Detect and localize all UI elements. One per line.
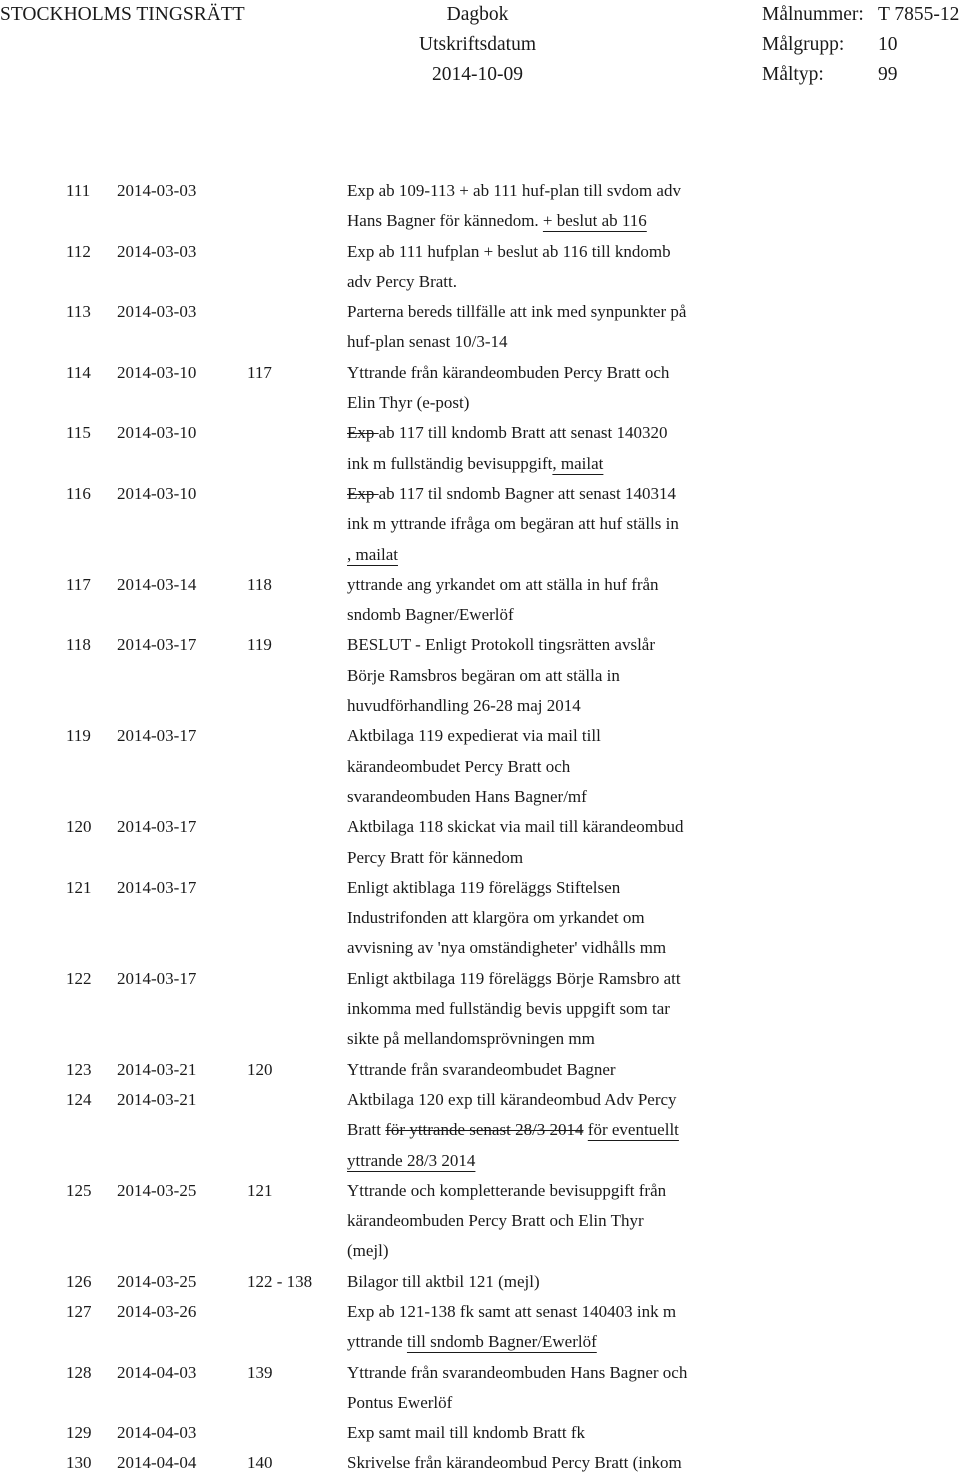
text-segment: kärandeombuden Percy Bratt och Elin Thyr (347, 1211, 644, 1231)
entry-date: 2014-04-03 (117, 1362, 197, 1382)
text-segment: Elin Thyr (e-post) (347, 393, 470, 413)
entry-date: 2014-03-10 (117, 483, 197, 503)
entry-text-line (347, 933, 666, 963)
entry-text-line (347, 267, 671, 297)
entry-number: 116 (66, 483, 91, 503)
entry-text (347, 1176, 666, 1267)
text-segment: Industrifonden att klargöra om yrkandet om (347, 908, 645, 928)
journal-entry-row (0, 812, 960, 873)
text-segment: inkomma med fullständig bevis uppgift som tar (347, 999, 670, 1019)
entry-date: 2014-03-21 (117, 1059, 197, 1079)
journal-entry-row (0, 1055, 960, 1085)
text-segment: svarandeombuden Hans Bagner/mf (347, 786, 587, 806)
entry-number: 117 (66, 574, 91, 594)
print-date-label: Utskriftsdatum (419, 34, 536, 55)
journal-entry-row (0, 1358, 960, 1419)
entry-text-line (347, 721, 601, 751)
journal-entry-row (0, 358, 960, 419)
entry-text-line (347, 509, 679, 539)
entry-text (347, 1085, 679, 1176)
entry-text-line (347, 1327, 676, 1357)
entry-number: 114 (66, 362, 91, 382)
text-segment: adv Percy Bratt. (347, 271, 457, 291)
entry-text (347, 418, 667, 479)
journal-entry-row (0, 1448, 960, 1478)
court-name: STOCKHOLMS TINGSRÄTT (0, 4, 245, 25)
entry-text (347, 1297, 676, 1358)
entry-text (347, 297, 686, 358)
entry-date: 2014-03-14 (117, 574, 197, 594)
entry-number: 130 (66, 1453, 92, 1473)
entry-date: 2014-03-25 (117, 1180, 197, 1200)
entry-number: 122 (66, 968, 92, 988)
entry-date: 2014-04-03 (117, 1423, 197, 1443)
text-segment: Yttrande och kompletterande bevisuppgift från (347, 1180, 667, 1200)
case-group-label: Målgrupp: (762, 34, 845, 55)
journal-entry-row (0, 1176, 960, 1267)
entry-text (347, 570, 659, 631)
text-segment: Exp ab 111 hufplan + beslut ab 116 till kndomb (347, 241, 671, 261)
entry-text (347, 812, 683, 873)
text-segment: Yttrande från svarandeombuden Hans Bagner och (347, 1362, 688, 1382)
text-segment: huf-plan senast 10/3-14 (347, 332, 508, 352)
text-segment: Enligt aktiblaga 119 föreläggs Stiftelsen (347, 877, 621, 897)
entry-text (347, 176, 681, 237)
entry-number: 113 (66, 302, 91, 322)
text-segment: Hans Bagner för kännedom. (347, 211, 543, 231)
entry-text (347, 964, 681, 1055)
entry-text-line (347, 964, 681, 994)
entry-number: 118 (66, 635, 91, 655)
entry-number: 120 (66, 817, 92, 837)
entry-aktbilaga: 120 (247, 1059, 273, 1079)
entry-date: 2014-03-03 (117, 241, 197, 261)
text-segment: Exp samt mail till kndomb Bratt fk (347, 1423, 585, 1443)
entry-text-line (347, 600, 659, 630)
entry-text-line (347, 1176, 666, 1206)
entry-aktbilaga: 139 (247, 1362, 273, 1382)
text-segment: Percy Bratt för kännedom (347, 847, 524, 867)
journal-entry-row (0, 479, 960, 570)
entry-text-line (347, 994, 681, 1024)
entry-text (347, 1055, 616, 1085)
text-segment: (mejl) (347, 1241, 389, 1261)
entry-text-line (347, 843, 683, 873)
text-segment: sikte på mellandomsprövningen mm (347, 1029, 595, 1049)
entry-text-line (347, 752, 601, 782)
entry-number: 128 (66, 1362, 92, 1382)
case-number-label: Målnummer: (762, 4, 864, 25)
text-segment: Aktbilaga 119 expedierat via mail till (347, 726, 601, 746)
underlined-text: , mailat (552, 453, 604, 473)
text-segment: kärandeombudet Percy Bratt och (347, 756, 571, 776)
entry-text-line (347, 903, 666, 933)
entry-date: 2014-03-26 (117, 1301, 197, 1321)
entry-aktbilaga: 122 - 138 (247, 1271, 313, 1291)
entry-aktbilaga: 140 (247, 1453, 273, 1473)
entry-text-line (347, 479, 679, 509)
text-segment: Aktbilaga 118 skickat via mail till kärandeombud (347, 817, 684, 837)
entry-number: 126 (66, 1271, 92, 1291)
underlined-text: , mailat (347, 544, 398, 564)
text-segment: ink m fullständig bevisuppgift (347, 453, 553, 473)
entry-date: 2014-03-17 (117, 968, 197, 988)
underlined-text: för eventuellt (587, 1120, 679, 1140)
entry-date: 2014-03-10 (117, 362, 197, 382)
journal-entry-row (0, 873, 960, 964)
entry-text-line (347, 297, 686, 327)
entry-date: 2014-03-10 (117, 423, 197, 443)
journal-entry-row (0, 1085, 960, 1176)
journal-entry-row (0, 1297, 960, 1358)
journal-entry-row (0, 418, 960, 479)
journal-entry-row (0, 964, 960, 1055)
entry-aktbilaga: 121 (247, 1180, 273, 1200)
entry-text-line (347, 540, 679, 570)
underlined-text: + beslut ab 116 (542, 211, 647, 231)
entry-text-line (347, 1024, 681, 1054)
entry-text-line (347, 358, 669, 388)
text-segment: ink m yttrande ifråga om begäran att huf ställs in (347, 514, 679, 534)
case-group: 10 (878, 34, 898, 55)
entry-date: 2014-04-04 (117, 1453, 197, 1473)
entry-number: 121 (66, 877, 92, 897)
entry-text-line (347, 1358, 687, 1388)
entry-date: 2014-03-21 (117, 1089, 197, 1109)
case-number: T 7855-12 (878, 4, 960, 25)
text-segment: Yttrande från svarandeombudet Bagner (347, 1059, 616, 1079)
entry-text-line (347, 449, 667, 479)
text-segment: avvisning av 'nya omständigheter' vidhålls mm (347, 938, 667, 958)
case-type-label: Måltyp: (762, 64, 824, 85)
entry-text-line (347, 782, 601, 812)
struck-text: Exp (347, 483, 379, 503)
entry-text-line (347, 1267, 540, 1297)
entry-date: 2014-03-03 (117, 302, 197, 322)
text-segment: Enligt aktbilaga 119 föreläggs Börje Ramsbro att (347, 968, 681, 988)
entry-text (347, 721, 601, 812)
text-segment: ab 117 till kndomb Bratt att senast 140320 (378, 423, 668, 443)
entry-text (347, 630, 655, 721)
entry-number: 123 (66, 1059, 92, 1079)
entry-text-line (347, 1297, 676, 1327)
underlined-text: yttrande 28/3 2014 (347, 1150, 476, 1170)
entry-text-line (347, 237, 671, 267)
entry-date: 2014-03-17 (117, 635, 197, 655)
entry-aktbilaga: 119 (247, 635, 272, 655)
entry-text-line (347, 1418, 585, 1448)
entry-number: 119 (66, 726, 91, 746)
entry-text-line (347, 327, 686, 357)
journal-entry-row (0, 176, 960, 237)
entry-text (347, 358, 669, 419)
journal-entry-row (0, 1418, 960, 1448)
text-segment: BESLUT - Enligt Protokoll tingsrätten avslår (347, 635, 656, 655)
entry-text-line (347, 1448, 682, 1478)
struck-text: Exp (347, 423, 379, 443)
text-segment: huvudförhandling 26-28 maj 2014 (347, 696, 581, 716)
entry-text-line (347, 1085, 679, 1115)
entry-text-line (347, 1388, 687, 1418)
entry-text-line (347, 1055, 616, 1085)
text-segment: Bratt (347, 1120, 386, 1140)
entry-text-line (347, 1146, 679, 1176)
case-type: 99 (878, 64, 898, 85)
journal-entries (0, 176, 960, 1479)
entry-number: 129 (66, 1423, 92, 1443)
entry-text (347, 237, 671, 298)
entry-text-line (347, 873, 666, 903)
entry-text-line (347, 630, 655, 660)
text-segment: sndomb Bagner/Ewerlöf (347, 605, 514, 625)
entry-aktbilaga: 118 (247, 574, 272, 594)
text-segment: yttrande (347, 1332, 407, 1352)
entry-date: 2014-03-25 (117, 1271, 197, 1291)
entry-number: 124 (66, 1089, 92, 1109)
entry-number: 115 (66, 423, 91, 443)
entry-text-line (347, 418, 667, 448)
entry-number: 112 (66, 241, 91, 261)
entry-text-line (347, 206, 681, 236)
entry-text-line (347, 388, 669, 418)
text-segment: Yttrande från kärandeombuden Percy Bratt och (347, 362, 670, 382)
document-title: Dagbok (446, 4, 509, 25)
text-segment: ab 117 til sndomb Bagner att senast 140314 (378, 483, 676, 503)
print-date: 2014-10-09 (432, 64, 523, 85)
journal-entry-row (0, 297, 960, 358)
text-segment: yttrande ang yrkandet om att ställa in huf från (347, 574, 659, 594)
entry-text (347, 1448, 682, 1478)
entry-text-line (347, 1115, 679, 1145)
text-segment: Exp ab 121-138 fk samt att senast 140403 ink m (347, 1301, 677, 1321)
underlined-text: till sndomb Bagner/Ewerlöf (406, 1332, 597, 1352)
entry-number: 111 (66, 181, 91, 200)
entry-text (347, 873, 666, 964)
text-segment: Exp ab 109-113 + ab 111 huf-plan till svdom adv (347, 181, 681, 200)
entry-date: 2014-03-17 (117, 726, 197, 746)
text-segment: Pontus Ewerlöf (347, 1392, 453, 1412)
text-segment: Börje Ramsbros begäran om att ställa in (347, 665, 620, 685)
entry-number: 125 (66, 1180, 92, 1200)
entry-text-line (347, 691, 655, 721)
entry-date: 2014-03-17 (117, 817, 197, 837)
journal-entry-row (0, 1267, 960, 1297)
journal-entry-row (0, 570, 960, 631)
entry-text-line (347, 570, 659, 600)
entry-text-line (347, 176, 681, 206)
journal-entry-row (0, 630, 960, 721)
entry-text-line (347, 1206, 666, 1236)
text-segment: Skrivelse från kärandeombud Percy Bratt (inkom (347, 1453, 682, 1473)
entry-aktbilaga: 117 (247, 362, 272, 382)
entry-date: 2014-03-17 (117, 877, 197, 897)
entry-date: 2014-03-03 (117, 181, 197, 200)
entry-text-line (347, 1236, 666, 1266)
struck-text: för yttrande senast 28/3 2014 (385, 1120, 584, 1140)
text-segment: Bilagor till aktbil 121 (mejl) (347, 1271, 540, 1291)
entry-text (347, 1358, 687, 1419)
text-segment: Parterna bereds tillfälle att ink med synpunkter på (347, 302, 687, 322)
entry-text (347, 1267, 540, 1297)
text-segment: Aktbilaga 120 exp till kärandeombud Adv Percy (347, 1089, 677, 1109)
entry-text-line (347, 812, 683, 842)
journal-entry-row (0, 237, 960, 298)
entry-text-line (347, 661, 655, 691)
journal-entry-row (0, 721, 960, 812)
entry-number: 127 (66, 1301, 92, 1321)
entry-text (347, 479, 679, 570)
entry-text (347, 1418, 585, 1448)
